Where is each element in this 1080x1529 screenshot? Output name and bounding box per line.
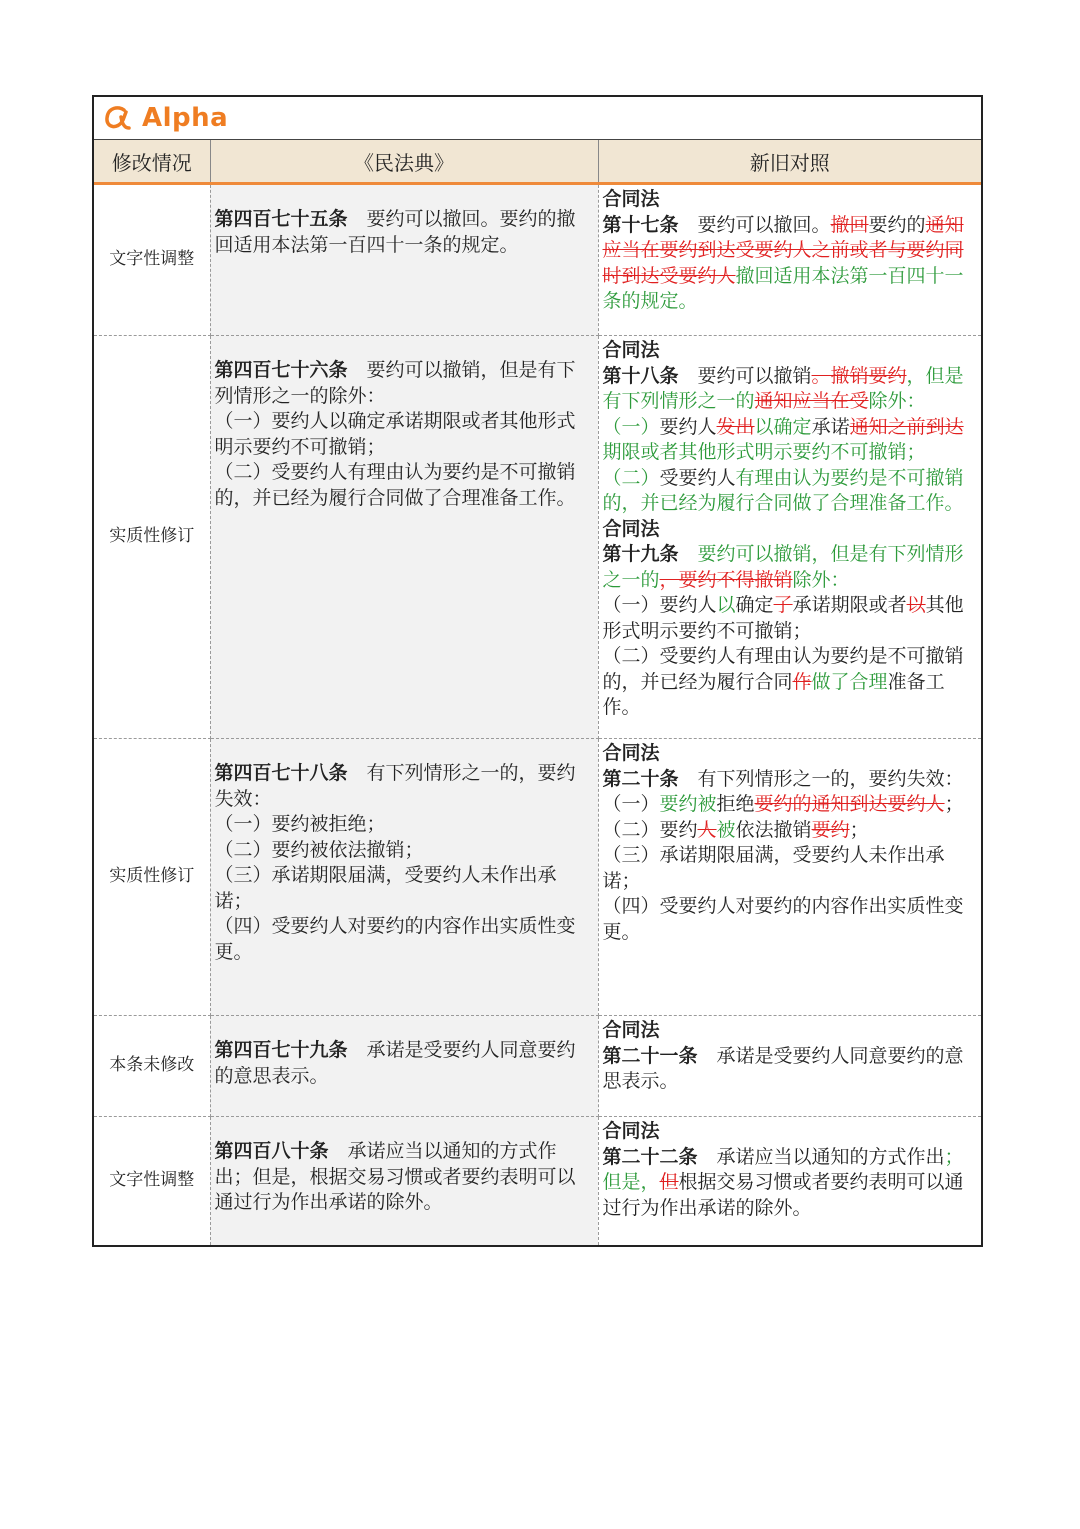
deleted-text: 通知之前到达 <box>849 415 964 438</box>
clause-line <box>603 213 978 315</box>
clause-text: 承诺 <box>811 415 850 438</box>
clause-line <box>215 838 594 864</box>
clause-text: （四）受要约人对要约的内容作出实质性变更。 <box>602 895 964 943</box>
deleted-text: 。撤销要约 <box>811 364 907 387</box>
clause-text: 有下列情形之一的，要约失效： <box>214 762 576 810</box>
status-cell: 实质性修订 <box>94 739 210 1016</box>
article-number: 第四百七十五条 <box>214 208 348 230</box>
table-row <box>94 1016 981 1117</box>
added-text: （一） <box>602 415 660 438</box>
clause-line <box>603 1145 978 1222</box>
clause-text: 依法撤销 <box>735 818 812 841</box>
added-text: 除外： <box>868 390 926 412</box>
clause-text: 拒绝 <box>716 793 755 815</box>
clause-line <box>603 818 978 844</box>
table-row <box>94 184 981 336</box>
added-text: 要约可以撤销，但是有下列情形之一的 <box>602 543 964 591</box>
clause-line <box>603 792 978 818</box>
deleted-text: ，要约不得撤销 <box>659 568 793 591</box>
clause-line <box>603 466 978 543</box>
added-text: 有理由认为要约是不可撤销的，并已经为履行合同做了合理准备工作。 <box>602 466 964 514</box>
article-number: 合同法 <box>602 339 660 361</box>
added-text: （二） <box>602 466 660 489</box>
deleted-text: 要约 <box>811 818 850 841</box>
comparison-cell <box>598 1016 981 1117</box>
deleted-text: 了 <box>773 594 793 616</box>
comparison-cell <box>598 184 981 336</box>
clause-line <box>603 741 978 767</box>
added-text: 撤回适用本法第一百四十一条的规定。 <box>602 264 964 312</box>
clause-line <box>603 767 978 793</box>
header-status: 修改情况 <box>94 140 210 184</box>
status-cell: 本条未修改 <box>94 1016 210 1117</box>
clause-line <box>215 1139 594 1216</box>
deleted-text: 作 <box>792 670 812 693</box>
civil-code-cell <box>210 1117 598 1245</box>
added-text: 以确定 <box>754 415 812 438</box>
table-row <box>94 739 981 1016</box>
added-text: 除外： <box>792 568 850 591</box>
comparison-sheet <box>92 95 983 1247</box>
table-row <box>94 336 981 739</box>
added-text: 以 <box>716 594 736 616</box>
clause-text: 受要约人 <box>659 466 736 489</box>
clause-text: （四）受要约人对要约的内容作出实质性变更。 <box>214 915 576 963</box>
clause-line <box>603 644 978 721</box>
article-number: 第四百八十条 <box>214 1140 329 1162</box>
comparison-cell <box>598 336 981 739</box>
article-number: 第十八条 <box>602 364 679 387</box>
added-text: 合理 <box>849 670 888 693</box>
clause-text: （一）要约人 <box>602 594 717 616</box>
clause-text: （三）承诺期限届满，受要约人未作出承诺； <box>602 844 945 892</box>
clause-text: 要约可以撤销，但是有下列情形之一的除外： <box>214 359 576 407</box>
clause-line <box>603 542 978 593</box>
added-text: 期限或者其他形式明示要约不可撤销； <box>602 441 926 463</box>
clause-line <box>603 593 978 644</box>
clause-line <box>603 338 978 364</box>
clause-text: 要约可以撤回。 <box>678 213 831 236</box>
clause-line <box>215 812 594 838</box>
clause-text: 要约可以撤销 <box>678 364 812 387</box>
deleted-text: 撤回 <box>830 213 869 236</box>
clause-text: （一） <box>602 793 660 815</box>
clause-text: （二）受要约人有理由认为要约是不可撤销的，并已经为履行合同 <box>602 645 964 693</box>
comparison-cell <box>598 1117 981 1245</box>
clause-line <box>215 409 594 460</box>
civil-code-cell <box>210 184 598 336</box>
clause-line <box>215 914 594 965</box>
civil-code-cell <box>210 336 598 739</box>
clause-text: 确定 <box>735 594 774 616</box>
article-number: 第十九条 <box>602 543 679 565</box>
clause-line <box>603 1018 978 1044</box>
clause-line <box>603 843 978 894</box>
status-cell: 文字性调整 <box>94 184 210 336</box>
clause-text: 承诺应当以通知的方式作出；但是，根据交易习惯或者要约表明可以通过行为作出承诺的除外。 <box>214 1140 576 1213</box>
clause-text: ； <box>849 818 869 841</box>
clause-text: 要约的 <box>868 213 926 236</box>
deleted-text: 要约的通知到达要约人 <box>754 793 945 815</box>
status-cell: 实质性修订 <box>94 336 210 739</box>
clause-line <box>215 460 594 511</box>
article-number: 第四百七十八条 <box>214 762 348 784</box>
added-text: ；但是， <box>602 1145 964 1193</box>
clause-text: （三）承诺期限届满，受要约人未作出承诺； <box>214 864 557 912</box>
clause-text: 有下列情形之一的，要约失效： <box>678 767 964 790</box>
clause-text: 承诺期限或者 <box>792 594 907 616</box>
alpha-logo-icon <box>102 103 132 133</box>
clause-line <box>603 894 978 945</box>
deleted-text: 通知应当在要约到达受要约人之前或者与要约同时到达受要约人 <box>602 213 964 287</box>
clause-text: （二）受要约人有理由认为要约是不可撤销的，并已经为履行合同做了合理准备工作。 <box>214 461 576 509</box>
clause-line <box>603 1119 978 1145</box>
article-number: 第四百七十六条 <box>214 359 348 381</box>
status-cell: 文字性调整 <box>94 1117 210 1245</box>
clause-line <box>603 1044 978 1095</box>
clause-line <box>603 364 978 415</box>
clause-text: ； <box>944 793 964 815</box>
article-number: 合同法 <box>602 742 660 764</box>
article-number: 第二十条 <box>602 767 679 790</box>
clause-line <box>603 187 978 213</box>
deleted-text: 以 <box>906 594 926 616</box>
deleted-text: 通知应当在受 <box>754 390 869 412</box>
clause-text: （一）要约被拒绝； <box>214 813 386 835</box>
added-text: 要约被 <box>659 793 717 815</box>
added-text: 被 <box>716 818 736 841</box>
article-number: 第二十一条 <box>602 1044 698 1067</box>
table-row <box>94 1117 981 1245</box>
clause-line <box>215 863 594 914</box>
deleted-text: 发出 <box>716 415 755 438</box>
clause-text: 承诺是受要约人同意要约的意思表示。 <box>214 1039 576 1087</box>
brand-header <box>94 97 981 140</box>
clause-text: 要约人 <box>659 415 717 438</box>
deleted-text: 人 <box>697 818 717 841</box>
civil-code-cell <box>210 1016 598 1117</box>
comparison-cell <box>598 739 981 1016</box>
clause-text: （二）要约被依法撤销； <box>214 838 424 861</box>
clause-text: 根据交易习惯或者要约表明可以通过行为作出承诺的除外。 <box>602 1171 964 1219</box>
clause-text: 要约可以撤回。要约的撤回适用本法第一百四十一条的规定。 <box>214 208 576 256</box>
clause-line <box>215 761 594 812</box>
clause-text: 承诺是受要约人同意要约的意思表示。 <box>602 1044 964 1092</box>
article-number: 合同法 <box>602 517 660 540</box>
comparison-table <box>94 140 981 1245</box>
clause-line <box>215 1038 594 1089</box>
header-comparison: 新旧对照 <box>598 140 981 184</box>
table-header-row <box>94 140 981 184</box>
added-text: 做了 <box>811 670 850 693</box>
added-text: ，但是有下列情形之一的 <box>602 364 964 412</box>
deleted-text: 但 <box>659 1171 679 1193</box>
clause-line <box>215 207 594 258</box>
article-number: 第四百七十九条 <box>214 1039 348 1061</box>
clause-line <box>215 358 594 409</box>
clause-text: （二）要约 <box>602 818 698 841</box>
brand-name: Alpha <box>142 103 229 133</box>
clause-text: 承诺应当以通知的方式作出 <box>697 1145 945 1168</box>
clause-line <box>603 415 978 466</box>
clause-text: （一）要约人以确定承诺期限或者其他形式明示要约不可撤销； <box>214 410 576 458</box>
header-civil-code: 《民法典》 <box>210 140 598 184</box>
civil-code-cell <box>210 739 598 1016</box>
article-number: 合同法 <box>602 1120 660 1142</box>
article-number: 第十七条 <box>602 213 679 236</box>
article-number: 第二十二条 <box>602 1145 698 1168</box>
clause-text: 其他形式明示要约不可撤销； <box>602 594 964 642</box>
article-number: 合同法 <box>602 1019 660 1041</box>
article-number: 合同法 <box>602 188 660 210</box>
clause-text: 准备工作。 <box>602 670 945 718</box>
